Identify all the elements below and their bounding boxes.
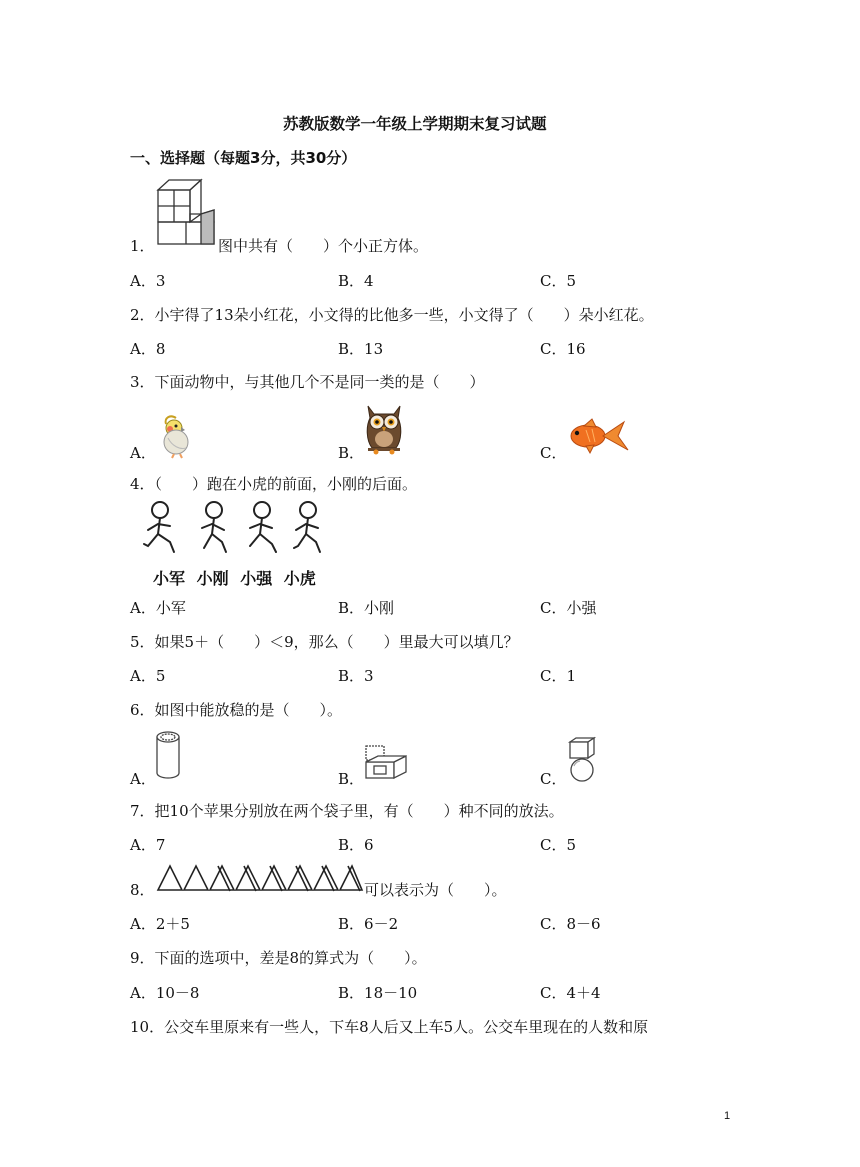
q9-option-a[interactable]: A．10－8: [130, 984, 200, 1002]
runner-name-1: 小军: [153, 569, 186, 588]
question-1-stem: 图中共有（ ）个小正方体。: [218, 237, 429, 255]
question-1-number: 1．: [130, 237, 155, 255]
q4-option-a[interactable]: A．小军: [130, 599, 186, 617]
q5-option-b[interactable]: B．3: [338, 667, 374, 685]
q9-option-b[interactable]: B．18－10: [338, 984, 418, 1002]
question-2-stem: 2．小宇得了13朵小红花，小文得的比他多一些，小文得了（ ）朵小红花。: [130, 306, 654, 324]
question-8-stem: 可以表示为（ ）。: [364, 881, 507, 899]
page-title: 苏教版数学一年级上学期期末复习试题: [283, 115, 547, 133]
section-heading: 一、选择题（每题3分，共30分）: [130, 149, 357, 167]
question-7-stem: 7．把10个苹果分别放在两个袋子里，有（ ）种不同的放法。: [130, 802, 564, 820]
cube-on-sphere-icon: [566, 736, 600, 784]
q5-option-c[interactable]: C．1: [540, 667, 577, 685]
question-5-stem: 5．如果5＋（ ）＜9，那么（ ）里最大可以填几？: [130, 633, 519, 651]
q3-option-b[interactable]: B．: [338, 444, 365, 462]
q4-option-b[interactable]: B．小刚: [338, 599, 395, 617]
q2-option-c[interactable]: C．16: [540, 340, 586, 358]
q1-option-a[interactable]: A．3: [130, 272, 166, 290]
question-8-number: 8．: [130, 881, 155, 899]
box-shape-icon: [362, 742, 410, 782]
triangles-icon: [156, 864, 364, 892]
q7-option-a[interactable]: A．7: [130, 836, 166, 854]
q6-option-c[interactable]: C．: [540, 770, 567, 788]
runner-name-2: 小刚: [196, 569, 229, 588]
runner-name-4: 小虎: [283, 569, 316, 588]
owl-icon: [362, 400, 406, 456]
q8-option-a[interactable]: A．2＋5: [130, 915, 190, 933]
q8-option-b[interactable]: B．6－2: [338, 915, 399, 933]
q5-option-a[interactable]: A．5: [130, 667, 166, 685]
question-10-stem: 10．公交车里原来有一些人，下车8人后又上车5人。公交车里现在的人数和原: [130, 1018, 649, 1036]
q7-option-b[interactable]: B．6: [338, 836, 374, 854]
q1-option-b[interactable]: B．4: [338, 272, 374, 290]
q9-option-c[interactable]: C．4＋4: [540, 984, 601, 1002]
question-4-stem: 4．（ ）跑在小虎的前面，小刚的后面。: [130, 475, 418, 493]
q3-option-a[interactable]: A．: [130, 444, 156, 462]
question-6-stem: 6．如图中能放稳的是（ ）。: [130, 701, 343, 719]
question-9-stem: 9．下面的选项中，差是8的算式为（ ）。: [130, 949, 427, 967]
q7-option-c[interactable]: C．5: [540, 836, 577, 854]
parrot-icon: [156, 412, 194, 458]
q3-option-c[interactable]: C．: [540, 444, 567, 462]
goldfish-icon: [566, 418, 632, 454]
q2-option-a[interactable]: A．8: [130, 340, 166, 358]
page-number: 1: [724, 1110, 731, 1122]
q4-option-c[interactable]: C．小强: [540, 599, 597, 617]
cylinder-icon: [154, 729, 182, 781]
cube-stack-icon: [156, 178, 218, 246]
q6-option-b[interactable]: B．: [338, 770, 365, 788]
q6-option-a[interactable]: A．: [130, 770, 156, 788]
q2-option-b[interactable]: B．13: [338, 340, 384, 358]
runner-name-3: 小强: [240, 569, 273, 588]
q8-option-c[interactable]: C．8－6: [540, 915, 601, 933]
runner-names: [153, 566, 316, 589]
question-3-stem: 3．下面动物中，与其他几个不是同一类的是（ ）: [130, 373, 485, 391]
q1-option-c[interactable]: C．5: [540, 272, 577, 290]
running-kids-icon: [140, 498, 350, 560]
